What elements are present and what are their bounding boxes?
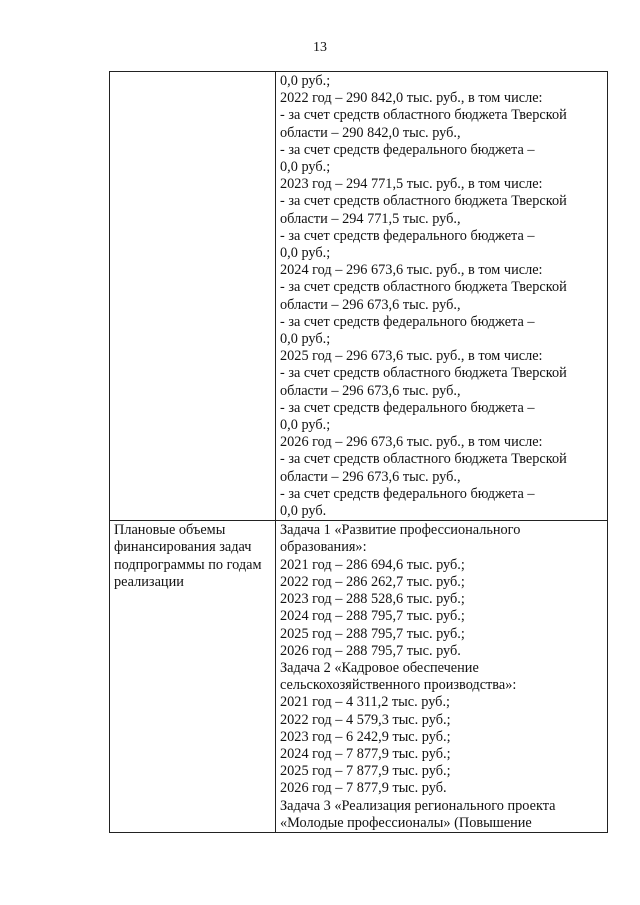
content-line: 2024 год – 296 673,6 тыс. руб., в том числе: <box>280 262 543 279</box>
content-line: 0,0 руб.; <box>280 245 331 262</box>
content-line: - за счет средств федерального бюджета – <box>280 227 535 244</box>
content-line: - за счет средств федерального бюджета – <box>280 399 535 416</box>
label-line: реализации <box>114 573 184 590</box>
content-line: 2021 год – 286 694,6 тыс. руб.; <box>280 556 465 573</box>
financing-table <box>109 71 608 833</box>
content-line: области – 296 673,6 тыс. руб., <box>280 468 461 485</box>
content-line: сельскохозяйственного производства»: <box>280 677 517 694</box>
content-line: образования»: <box>280 539 367 556</box>
content-line: - за счет средств областного бюджета Тверской <box>280 107 567 124</box>
content-line: 2025 год – 296 673,6 тыс. руб., в том числе: <box>280 348 543 365</box>
content-line: области – 296 673,6 тыс. руб., <box>280 296 461 313</box>
content-line: Задача 2 «Кадровое обеспечение <box>280 659 479 676</box>
content-line: 2022 год – 290 842,0 тыс. руб., в том числе: <box>280 90 543 107</box>
content-line: 2026 год – 296 673,6 тыс. руб., в том числе: <box>280 434 543 451</box>
content-line: Задача 3 «Реализация регионального проекта <box>280 797 556 814</box>
content-line: - за счет средств областного бюджета Тверской <box>280 365 567 382</box>
content-line: 2025 год – 7 877,9 тыс. руб.; <box>280 763 451 780</box>
content-line: 0,0 руб.; <box>280 159 331 176</box>
content-line: 2022 год – 286 262,7 тыс. руб.; <box>280 573 465 590</box>
content-line: 2023 год – 294 771,5 тыс. руб., в том числе: <box>280 176 543 193</box>
content-line: - за счет средств федерального бюджета – <box>280 485 535 502</box>
content-line: 2024 год – 288 795,7 тыс. руб.; <box>280 608 465 625</box>
content-line: «Молодые профессионалы» (Повышение <box>280 814 532 831</box>
content-line: 0,0 руб. <box>280 503 327 520</box>
row-label-cell <box>110 72 276 521</box>
content-line: области – 294 771,5 тыс. руб., <box>280 210 461 227</box>
content-line: 2021 год – 4 311,2 тыс. руб.; <box>280 694 451 711</box>
content-line: 0,0 руб.; <box>280 417 331 434</box>
page-number: 13 <box>313 40 327 55</box>
label-line: финансирования задач <box>114 539 252 556</box>
content-line: - за счет средств областного бюджета Тверской <box>280 279 567 296</box>
content-line: 2023 год – 6 242,9 тыс. руб.; <box>280 728 451 745</box>
table-row <box>110 72 608 521</box>
row-content-cell <box>276 521 608 833</box>
table-row <box>110 521 608 833</box>
content-line: Задача 1 «Развитие профессионального <box>280 522 521 539</box>
content-line: 0,0 руб.; <box>280 73 331 89</box>
content-line: - за счет средств федерального бюджета – <box>280 313 535 330</box>
content-line: 2022 год – 4 579,3 тыс. руб.; <box>280 711 451 728</box>
content-line: 2023 год – 288 528,6 тыс. руб.; <box>280 591 465 608</box>
content-line: 2025 год – 288 795,7 тыс. руб.; <box>280 625 465 642</box>
content-line: - за счет средств областного бюджета Тверской <box>280 451 567 468</box>
content-line: области – 290 842,0 тыс. руб., <box>280 124 461 141</box>
row-label-cell <box>110 521 276 833</box>
content-line: области – 296 673,6 тыс. руб., <box>280 382 461 399</box>
content-line: 2026 год – 288 795,7 тыс. руб. <box>280 642 461 659</box>
content-line: - за счет средств областного бюджета Тверской <box>280 193 567 210</box>
content-line: 0,0 руб.; <box>280 331 331 348</box>
row-content-cell <box>276 72 608 521</box>
label-line: Плановые объемы <box>114 522 226 539</box>
content-line: 2026 год – 7 877,9 тыс. руб. <box>280 780 447 797</box>
content-line: 2024 год – 7 877,9 тыс. руб.; <box>280 745 451 762</box>
label-line: подпрограммы по годам <box>114 556 262 573</box>
content-line: - за счет средств федерального бюджета – <box>280 141 535 158</box>
